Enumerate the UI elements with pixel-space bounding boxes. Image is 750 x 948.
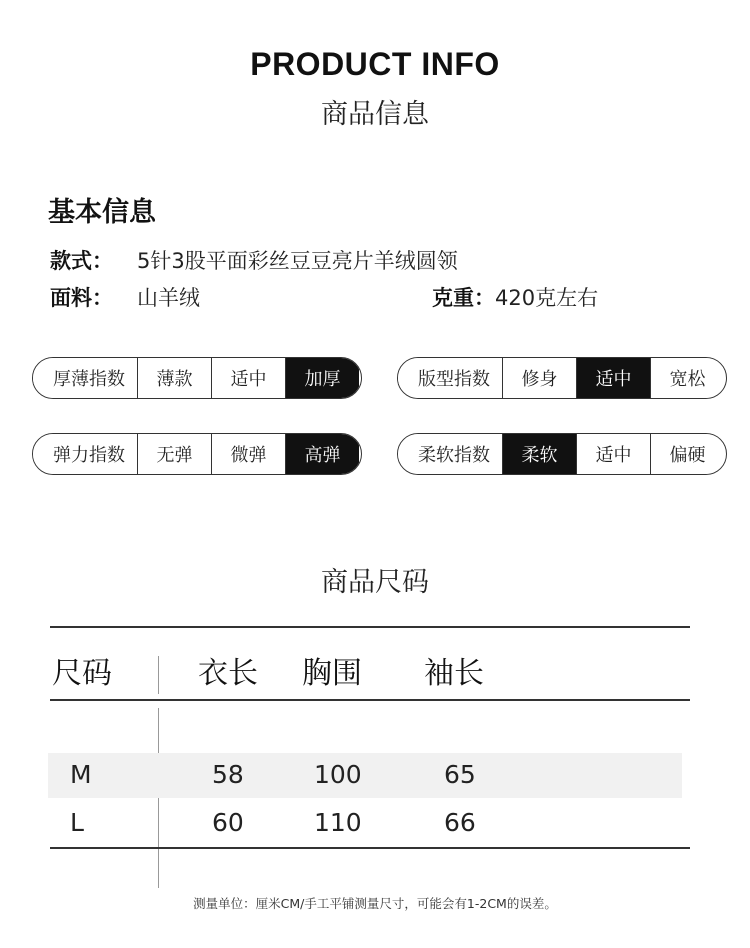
weight-label: 克重：	[432, 286, 495, 310]
softness-option: 适中	[576, 434, 650, 474]
column-divider	[158, 656, 159, 694]
table-divider	[50, 626, 690, 628]
basic-info-title: 基本信息	[48, 197, 156, 228]
style-row	[50, 245, 458, 275]
table-cell: 66	[444, 808, 476, 837]
elasticity-option: 微弹	[211, 434, 285, 474]
table-row	[48, 753, 682, 798]
elasticity-scale-label: 弹力指数	[33, 434, 137, 474]
fabric-row	[50, 282, 200, 312]
header-chest: 胸围	[302, 656, 362, 691]
table-divider	[50, 699, 690, 701]
softness-option: 柔软	[502, 434, 576, 474]
softness-scale	[397, 433, 727, 475]
fit-scale-label: 版型指数	[398, 358, 502, 398]
thickness-scale	[32, 357, 362, 399]
elasticity-option: 无弹	[137, 434, 211, 474]
table-cell: M	[70, 760, 92, 789]
fabric-label: 面料：	[50, 286, 113, 310]
fit-option: 适中	[576, 358, 650, 398]
table-row	[48, 801, 682, 846]
header-size: 尺码	[52, 656, 112, 691]
title-en: PRODUCT INFO	[250, 46, 500, 82]
size-table-title: 商品尺码	[321, 567, 429, 598]
style-value: 5针3股平面彩丝豆豆亮片羊绒圆领	[137, 249, 458, 273]
thickness-option: 薄款	[137, 358, 211, 398]
thickness-option: 加厚	[285, 358, 359, 398]
table-cell: L	[70, 808, 84, 837]
thickness-scale-label: 厚薄指数	[33, 358, 137, 398]
column-divider	[158, 708, 159, 888]
elasticity-option: 高弹	[285, 434, 359, 474]
fabric-value: 山羊绒	[137, 286, 200, 310]
softness-option: 偏硬	[650, 434, 724, 474]
measurement-note: 测量单位：厘米CM/手工平铺测量尺寸，可能会有1-2CM的误差。	[193, 896, 557, 911]
header-length: 衣长	[198, 656, 258, 691]
title-cn: 商品信息	[321, 99, 429, 130]
elasticity-scale	[32, 433, 362, 475]
thickness-option: 适中	[211, 358, 285, 398]
fit-option: 宽松	[650, 358, 724, 398]
weight-row	[432, 282, 598, 312]
fit-option: 修身	[502, 358, 576, 398]
weight-value: 420克左右	[495, 286, 599, 310]
fit-scale	[397, 357, 727, 399]
table-cell: 58	[212, 760, 244, 789]
table-divider	[50, 847, 690, 849]
header-sleeve: 袖长	[424, 656, 484, 691]
table-cell: 60	[212, 808, 244, 837]
table-cell: 100	[314, 760, 362, 789]
table-cell: 110	[314, 808, 362, 837]
table-cell: 65	[444, 760, 476, 789]
softness-scale-label: 柔软指数	[398, 434, 502, 474]
style-label: 款式：	[50, 249, 113, 273]
